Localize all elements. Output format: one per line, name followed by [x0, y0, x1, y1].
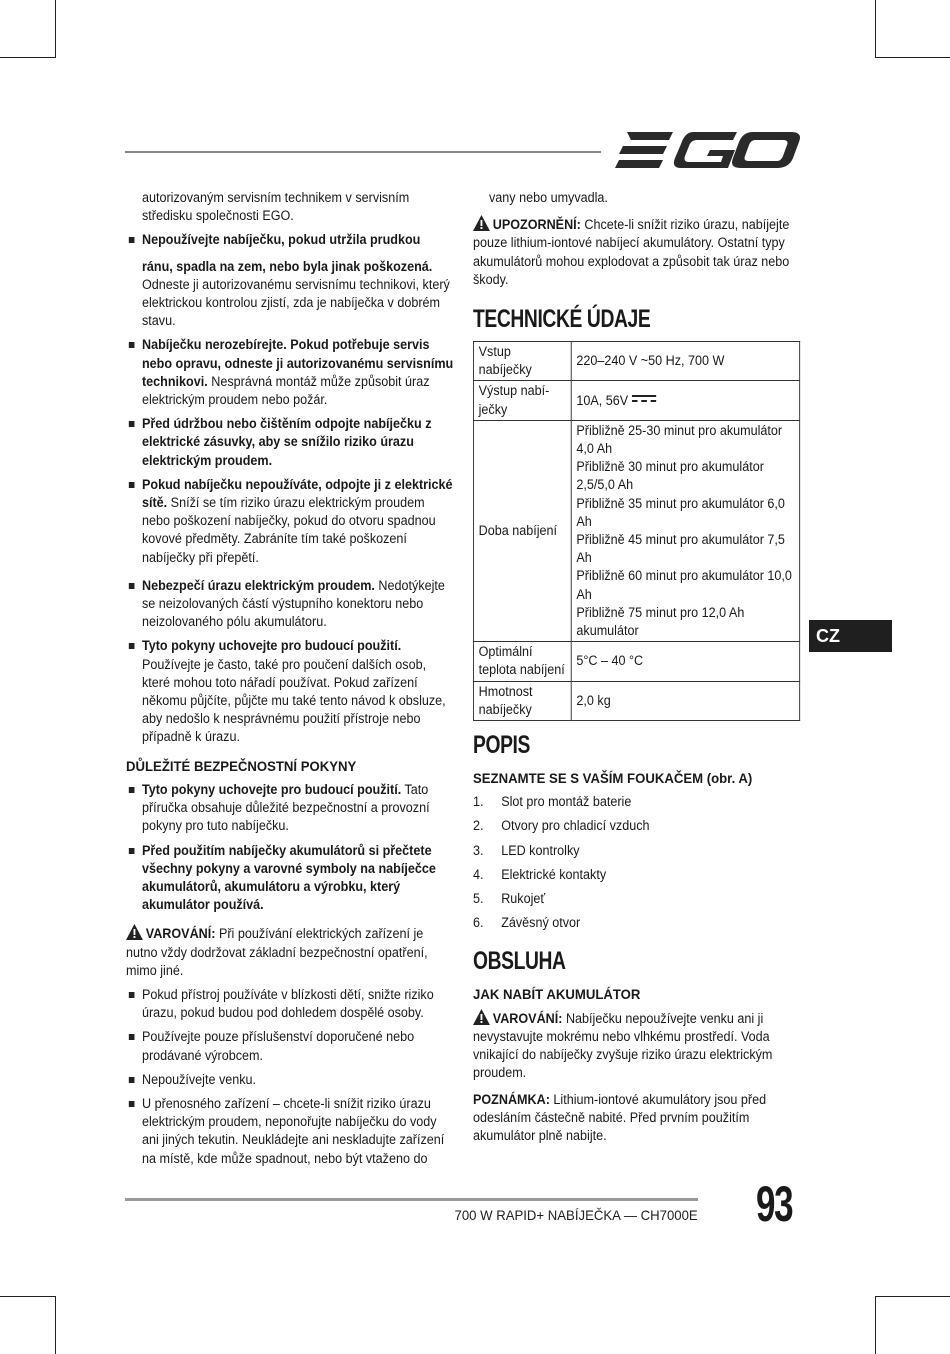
item-number: 5. — [473, 891, 484, 907]
warning-block — [126, 924, 454, 980]
spec-value — [571, 420, 799, 641]
bullet-bold: Pokud nabíječku nepoužíváte, odpojte ji z elektrické sítě. — [141, 476, 453, 511]
spec-value — [571, 381, 799, 420]
spec-label: Doba nabíjení — [473, 420, 571, 641]
safety-bullet — [126, 231, 454, 330]
safety-bullet — [126, 637, 454, 746]
crop-mark — [875, 1296, 876, 1354]
charge-time-line: Přibližně 45 minut pro akumulátor 7,5 Ah — [576, 532, 785, 566]
safety-bullet: Pokud přístroj používáte v blízkosti dětí, snižte riziko úrazu, pokud budou pod dohledem dospělé osoby. — [126, 986, 454, 1022]
language-tab: CZ — [809, 620, 892, 652]
bullet-text: Tato příručka obsahuje důležité bezpečnostní a provozní pokyny pro tuto nabíječku. — [141, 781, 430, 834]
bullet-bold: Tyto pokyny uchovejte pro budoucí použití. — [141, 638, 402, 654]
list-item — [473, 866, 800, 884]
section-heading: DŮLEŽITÉ BEZPEČNOSTNÍ POKYNY — [126, 757, 357, 774]
warning-text: Nabíječku nepoužívejte venku ani ji nevystavujte mokrému nebo vlhkému prostředí. Voda vnikající do nabíječky zvyšuje riziko úrazu elektrickým proudem. — [473, 1010, 773, 1081]
spec-label: Hmotnost nabíječky — [473, 681, 571, 720]
note-label: POZNÁMKA: — [473, 1091, 550, 1107]
crop-mark — [55, 1296, 56, 1354]
note-block — [473, 1091, 800, 1146]
bullet-bold: Nabíječku nerozebírejte. Pokud potřebuje servis nebo opravu, odneste ji autorizovanému servisnímu technikovi. — [141, 337, 454, 389]
bullet-bold: Před údržbou nebo čištěním odpojte nabíječku z elektrické zásuvky, aby se snížilo riziko úrazu elektrickým proudem. — [141, 416, 432, 468]
spec-table — [473, 341, 800, 721]
page-number: 93 — [756, 1176, 793, 1232]
footer-rule — [125, 1198, 698, 1201]
safety-bullet — [126, 781, 454, 836]
popis-subheading: SEZNAMTE SE S VAŠÍM FOUKAČEM (obr. A) — [473, 770, 753, 787]
charge-time-line: Přibližně 75 minut pro 12,0 Ah akumulátor — [576, 604, 745, 639]
bullet-bold: Nepoužívejte nabíječku, pokud utržila prudkou — [141, 232, 421, 248]
right-column — [473, 189, 800, 1151]
safety-bullet: U přenosného zařízení – chcete-li snížit riziko úrazu elektrickým proudem, neponořujte nabíječku do vody ani jiných tekutin. Neukládejte ani neskladujte zařízení na místě, kde může spadnout, nebo být vtaženo do — [126, 1095, 454, 1168]
item-number: 1. — [473, 794, 484, 810]
item-number: 3. — [473, 842, 484, 858]
bullet-text: Sníží se tím riziko úrazu elektrickým proudem nebo poškození nabíječky, pokud do otvoru spadnou kovové předměty. Zabráníte tím také poškození nabíječky při přepětí. — [141, 495, 436, 565]
bullet-text: Používejte je často, také pro poučení dalších osob, které mohou toto nářadí používat. Pokud zařízení někomu půjčíte, půjčte mu také tento návod k obsluze, aby nedošlo k nesprávnému použití přístroje nebo případně k úrazu. — [141, 656, 446, 745]
crop-mark — [0, 57, 56, 58]
spec-value: 220–240 V ~50 Hz, 700 W — [571, 342, 799, 381]
left-column — [126, 189, 454, 1174]
item-number: 6. — [473, 915, 484, 931]
warning-block — [473, 1009, 800, 1083]
safety-bullet: Nepoužívejte venku. — [126, 1071, 454, 1089]
caution-label: UPOZORNĚNÍ: — [492, 217, 581, 233]
bullet-bold: Před použitím nabíječky akumulátorů si přečtete všechny pokyny a varovné symboly na nabíječce akumulátorů, akumulátoru a výrobku, který akumulátor používá. — [141, 842, 436, 913]
crop-mark — [875, 0, 876, 58]
spec-value: 5°C – 40 °C — [571, 642, 799, 681]
crop-mark — [875, 1296, 950, 1297]
crop-mark — [875, 57, 950, 58]
continued-paragraph: autorizovaným servisním technikem v servisním středisku společnosti EGO. — [141, 190, 410, 224]
obsluha-subheading: JAK NABÍT AKUMULÁTOR — [473, 985, 641, 1002]
warning-label: VAROVÁNÍ: — [492, 1010, 563, 1026]
note-text: Lithium-iontové akumulátory jsou před odesláním částečně nabité. Před prvním použitím akumulátor plně nabijte. — [473, 1091, 767, 1143]
warning-triangle-icon — [126, 924, 143, 940]
list-item — [473, 817, 800, 835]
table-row — [473, 642, 799, 681]
warning-triangle-icon — [473, 215, 490, 231]
popis-heading: POPIS — [473, 731, 530, 760]
charge-time-line: Přibližně 35 minut pro akumulátor 6,0 Ah — [576, 495, 785, 529]
output-value: 10A, 56V — [576, 392, 629, 408]
crop-mark — [0, 1296, 56, 1297]
obsluha-heading: OBSLUHA — [473, 946, 566, 975]
parts-list — [473, 793, 800, 932]
header-rule — [125, 151, 601, 153]
warning-text: Při používání elektrických zařízení je nutno vždy dodržovat základní bezpečnostní opatření, mimo jiné. — [126, 926, 428, 978]
item-text: Elektrické kontakty — [501, 866, 607, 882]
crop-mark — [55, 0, 56, 58]
charge-time-line: Přibližně 60 minut pro akumulátor 10,0 Ah — [576, 568, 792, 602]
table-row — [473, 681, 799, 720]
spec-label: Vstup nabíječky — [473, 342, 571, 381]
bullet-text: Odneste ji autorizovanému servisnímu technikovi, který elektrickou kontrolou zjistí, zda je nabíječka v dobrém stavu. — [141, 276, 450, 329]
bullet-bold: ránu, spadla na zem, nebo byla jinak poškozená. — [141, 258, 433, 274]
warning-triangle-icon — [473, 1009, 490, 1025]
tech-heading: TECHNICKÉ ÚDAJE — [473, 305, 651, 334]
charge-time-line: Přibližně 30 minut pro akumulátor 2,5/5,0 Ah — [576, 459, 764, 493]
item-number: 4. — [473, 866, 484, 882]
safety-bullet — [126, 415, 454, 470]
safety-bullet — [126, 842, 454, 915]
bullet-bold: Nebezpečí úrazu elektrickým proudem. — [141, 577, 375, 593]
list-item — [473, 890, 800, 908]
item-number: 2. — [473, 818, 484, 834]
item-text: LED kontrolky — [501, 842, 580, 858]
list-item — [473, 793, 800, 811]
table-row — [473, 342, 799, 381]
continued-paragraph: vany nebo umyvadla. — [488, 190, 608, 205]
spec-label: Optimální teplota nabíjení — [473, 642, 571, 681]
table-row — [473, 381, 799, 420]
safety-bullet — [126, 577, 454, 632]
item-text: Závěsný otvor — [501, 915, 581, 931]
bullet-text: Nesprávná montáž může způsobit úraz elektrickým proudem nebo požár. — [141, 373, 430, 408]
table-row — [473, 420, 799, 641]
warning-label: VAROVÁNÍ: — [145, 926, 216, 942]
list-item — [473, 842, 800, 860]
bullet-bold: Tyto pokyny uchovejte pro budoucí použití. — [141, 781, 402, 797]
safety-bullet: Používejte pouze příslušenství doporučené nebo prodávané výrobcem. — [126, 1028, 454, 1064]
item-text: Slot pro montáž baterie — [501, 794, 632, 810]
caution-block — [473, 215, 800, 289]
bullet-text: Nedotýkejte se neizolovaných částí výstupního konektoru nebo neizolovaného pólu akumulátoru. — [141, 577, 445, 630]
charge-time-line: Přibližně 25-30 minut pro akumulátor 4,0 Ah — [576, 422, 783, 457]
item-text: Otvory pro chladicí vzduch — [501, 818, 650, 834]
dc-symbol-icon — [632, 394, 656, 404]
ego-logo — [615, 128, 801, 174]
safety-bullet — [126, 336, 454, 409]
spec-label: Výstup nabí-ječky — [473, 381, 571, 420]
list-item — [473, 914, 800, 932]
footer-title: 700 W RAPID+ NABÍJEČKA — CH7000E — [454, 1207, 698, 1223]
caution-text: Chcete-li snížit riziko úrazu, nabíjejte pouze lithium-iontové nabíjecí akumulátory. Ostatní typy akumulátorů mohou explodovat a způsobit tak úraz nebo škody. — [473, 217, 790, 287]
spec-value: 2,0 kg — [571, 681, 799, 720]
safety-bullet — [126, 476, 454, 567]
item-text: Rukojeť — [501, 891, 546, 907]
